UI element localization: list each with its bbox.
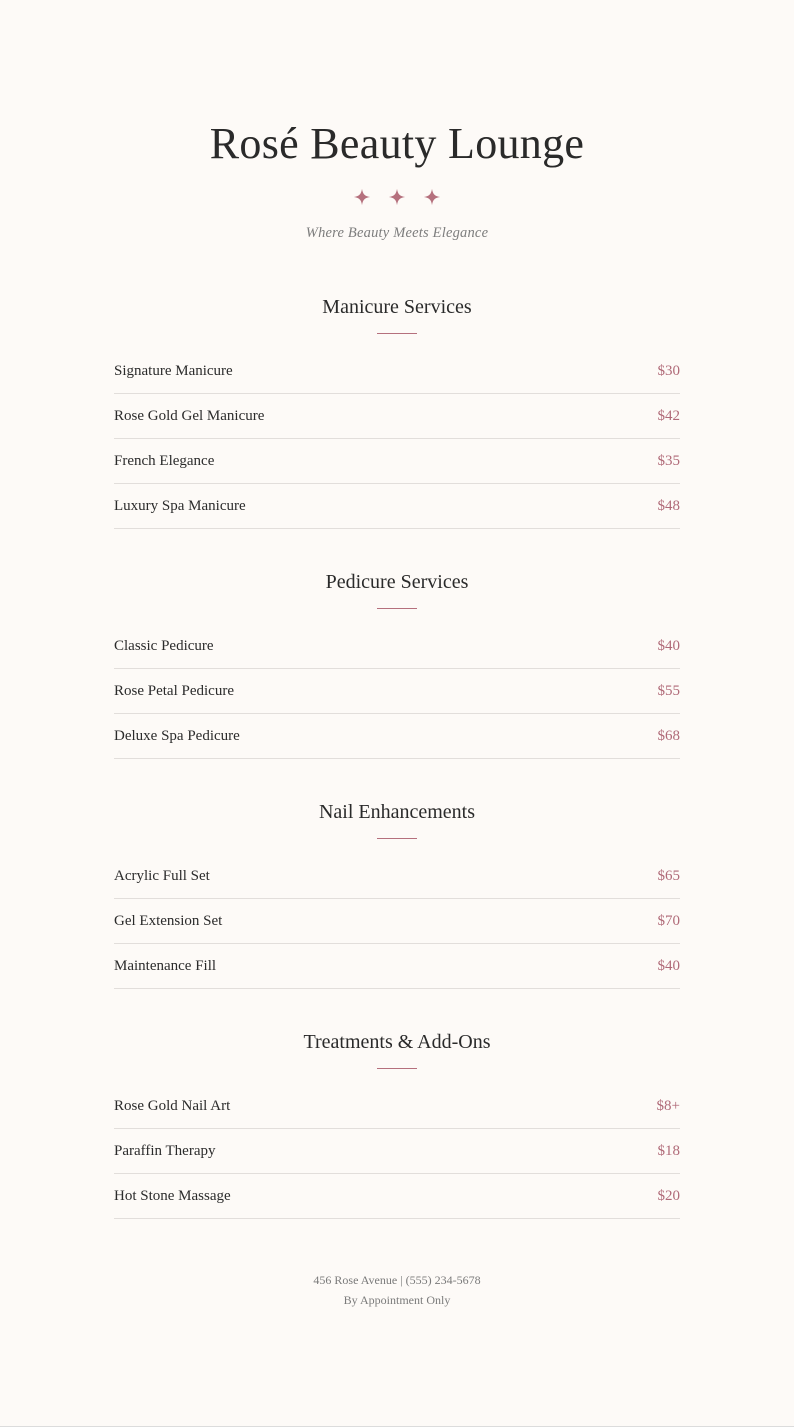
- star-icon: [388, 188, 406, 206]
- service-list: [114, 624, 680, 759]
- service-name: Deluxe Spa Pedicure: [114, 727, 240, 744]
- section-accent-divider: [377, 608, 417, 609]
- service-price: $68: [657, 727, 680, 744]
- service-name: Hot Stone Massage: [114, 1187, 231, 1204]
- service-name: Rose Gold Nail Art: [114, 1097, 231, 1114]
- service-price: $8+: [656, 1097, 680, 1114]
- service-price: $48: [657, 497, 680, 514]
- star-ornament: [114, 188, 680, 210]
- service-list: [114, 1084, 680, 1219]
- tagline: Where Beauty Meets Elegance: [305, 225, 489, 241]
- service-price: $40: [657, 957, 680, 974]
- service-row: [114, 669, 680, 714]
- service-price: $20: [657, 1187, 680, 1204]
- contact-info: 456 Rose Avenue | (555) 234-5678: [313, 1273, 481, 1287]
- service-price: $55: [657, 682, 680, 699]
- service-name: Maintenance Fill: [114, 957, 217, 974]
- section-manicure-services: [114, 294, 680, 529]
- service-row: [114, 714, 680, 759]
- service-name: Paraffin Therapy: [114, 1142, 216, 1159]
- service-name: Acrylic Full Set: [114, 867, 210, 884]
- service-name: Rose Gold Gel Manicure: [114, 407, 265, 424]
- service-name: Rose Petal Pedicure: [114, 682, 234, 699]
- service-row: [114, 944, 680, 989]
- menu-page: [114, 0, 680, 1310]
- section-title: Nail Enhancements: [318, 801, 476, 823]
- service-price: $35: [657, 452, 680, 469]
- section-accent-divider: [377, 333, 417, 334]
- star-icon: [423, 188, 441, 206]
- menu-footer: [114, 1270, 680, 1310]
- star-icon: [353, 188, 371, 206]
- service-row: [114, 854, 680, 899]
- section-title: Pedicure Services: [325, 571, 469, 593]
- section-nail-enhancements: [114, 799, 680, 989]
- service-name: French Elegance: [114, 452, 215, 469]
- service-price: $30: [657, 362, 680, 379]
- service-list: [114, 349, 680, 529]
- section-pedicure-services: [114, 569, 680, 759]
- section-title: Manicure Services: [322, 296, 472, 318]
- service-row: [114, 1129, 680, 1174]
- service-row: [114, 484, 680, 529]
- service-name: Luxury Spa Manicure: [114, 497, 246, 514]
- menu-header: [114, 118, 680, 242]
- service-row: [114, 349, 680, 394]
- service-row: [114, 1174, 680, 1219]
- service-row: [114, 1084, 680, 1129]
- service-name: Signature Manicure: [114, 362, 233, 379]
- section-title: Treatments & Add-Ons: [303, 1031, 491, 1053]
- section-treatments-add-ons: [114, 1029, 680, 1219]
- service-row: [114, 439, 680, 484]
- section-accent-divider: [377, 1068, 417, 1069]
- service-price: $42: [657, 407, 680, 424]
- service-price: $40: [657, 637, 680, 654]
- service-row: [114, 899, 680, 944]
- service-price: $70: [657, 912, 680, 929]
- service-price: $65: [657, 867, 680, 884]
- salon-title: Rosé Beauty Lounge: [209, 119, 585, 168]
- service-row: [114, 624, 680, 669]
- appointment-note: By Appointment Only: [343, 1293, 451, 1307]
- service-name: Gel Extension Set: [114, 912, 223, 929]
- service-price: $18: [657, 1142, 680, 1159]
- section-accent-divider: [377, 838, 417, 839]
- service-list: [114, 854, 680, 989]
- service-name: Classic Pedicure: [114, 637, 214, 654]
- service-row: [114, 394, 680, 439]
